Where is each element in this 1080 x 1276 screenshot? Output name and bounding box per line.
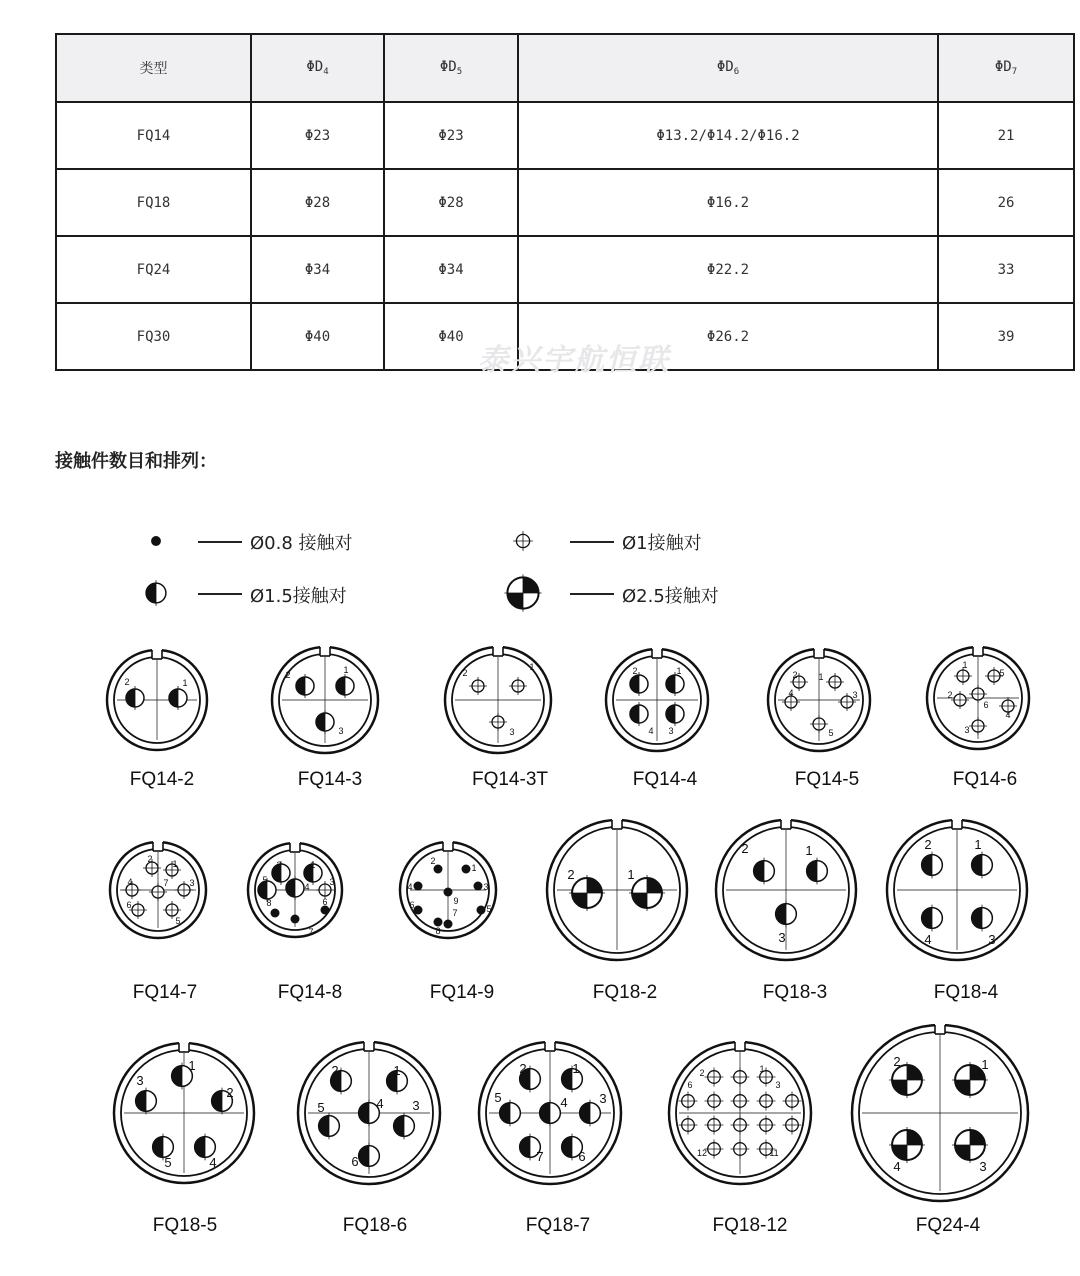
table-cell: Φ26.2	[518, 303, 938, 370]
contact-0.8-icon	[414, 906, 423, 915]
legend-divider	[570, 541, 614, 543]
contact-1-icon	[810, 715, 828, 733]
diagram-caption: FQ18-5	[152, 1215, 218, 1236]
pin-label: 11	[769, 1148, 779, 1158]
diagram-caption: FQ14-8	[277, 982, 343, 1003]
contact-1.5-icon	[972, 905, 993, 932]
contact-1-icon	[826, 673, 844, 691]
contact-1.5-icon	[922, 852, 943, 879]
table-cell: FQ18	[56, 169, 251, 236]
pin-label: 3	[988, 932, 996, 947]
pin-label: 4	[376, 1096, 384, 1111]
pin-label: 6	[126, 900, 132, 910]
contact-1-icon	[731, 1092, 750, 1111]
connector-diagram-fq18-7	[479, 1040, 621, 1236]
pin-label: 1	[974, 837, 982, 852]
table-cell: FQ24	[56, 236, 251, 303]
contact-1-icon	[783, 1116, 802, 1135]
pin-label: 5	[175, 916, 181, 926]
contact-1-icon	[705, 1092, 724, 1111]
section-title: 接触件数目和排列：	[55, 451, 217, 472]
connector-diagram-fq14-2	[107, 648, 207, 790]
contact-1-icon	[705, 1116, 724, 1135]
diagram-caption: FQ18-2	[592, 982, 658, 1003]
diagram-caption: FQ14-9	[429, 982, 495, 1003]
legend-label-2.5: Ø2.5接触对	[622, 586, 719, 607]
pin-label: 4	[127, 877, 133, 887]
legend-label-1.5: Ø1.5接触对	[250, 586, 347, 607]
contact-1.5-icon	[136, 1088, 157, 1115]
pin-label: 1	[471, 863, 477, 873]
pin-label: 5	[164, 1155, 172, 1170]
pin-label: 4	[788, 688, 794, 698]
pin-label: 2	[285, 670, 291, 680]
pin-label: 4	[304, 882, 310, 892]
table-cell: Φ40	[384, 303, 518, 370]
pin-label: 2	[947, 690, 953, 700]
pin-label: 2	[147, 854, 153, 864]
pin-label: 4	[407, 882, 413, 892]
contact-1.5-icon	[146, 580, 166, 606]
pin-label: 1	[627, 867, 635, 882]
legend-divider	[198, 593, 242, 595]
contact-1-icon	[969, 717, 987, 735]
pin-label: 3	[964, 725, 970, 735]
diagram-caption: FQ14-3	[297, 769, 363, 790]
contact-1-icon	[731, 1140, 750, 1159]
diagram-caption: FQ18-6	[342, 1215, 408, 1236]
contact-0.8-icon	[477, 906, 486, 915]
contact-1.5-icon	[316, 710, 334, 734]
contact-1.5-icon	[500, 1100, 521, 1127]
contact-1.5-icon	[776, 901, 797, 928]
pin-label: 3	[852, 690, 858, 700]
header-d6: $\Phi D_6$	[518, 34, 938, 102]
pin-label: 1	[172, 859, 178, 869]
contact-1.5-icon	[922, 905, 943, 932]
header-d5: $\Phi D_5$	[384, 34, 518, 102]
pin-label: 3	[979, 1159, 987, 1174]
table-cell: FQ14	[56, 102, 251, 169]
pin-label: 2	[792, 670, 798, 680]
pin-label: 12	[696, 1148, 708, 1158]
connector-diagram-fq24-4	[852, 1023, 1028, 1236]
connector-diagram-fq14-9	[400, 840, 496, 1003]
pin-label: 3	[668, 726, 674, 736]
connector-diagram-fq14-5	[768, 647, 870, 790]
pin-label: 3	[778, 930, 786, 945]
contact-0.8-icon	[444, 888, 453, 897]
contact-1.5-icon	[807, 858, 828, 885]
pin-label: 1	[676, 666, 682, 676]
pin-label: 2	[741, 841, 749, 856]
pin-label: 2	[462, 668, 468, 678]
legend-divider	[570, 593, 614, 595]
diagram-caption: FQ14-6	[952, 769, 1018, 790]
diagram-caption: FQ14-7	[132, 982, 198, 1003]
pin-label: 5	[999, 668, 1005, 678]
pin-label: 2	[699, 1068, 705, 1078]
pin-label: 5	[262, 875, 268, 885]
pin-label: 1	[962, 660, 968, 670]
pin-label: 2	[519, 1061, 527, 1076]
contact-0.8-icon	[271, 909, 280, 918]
pin-label: 4	[893, 1159, 901, 1174]
pin-label: 2	[924, 837, 932, 852]
diagram-caption: FQ18-12	[712, 1215, 788, 1236]
contact-1.5-icon	[296, 674, 314, 698]
table-cell: Φ34	[384, 236, 518, 303]
pin-label: 8	[435, 926, 441, 936]
table-cell: Φ23	[251, 102, 384, 169]
pin-label: 1	[759, 1064, 765, 1074]
diagram-caption: FQ18-4	[933, 982, 999, 1003]
contact-0.8-icon	[444, 920, 453, 929]
pin-label: 7	[536, 1149, 544, 1164]
contact-1.5-icon	[319, 1113, 340, 1140]
contact-1-icon	[757, 1092, 776, 1111]
connector-diagram-fq14-7	[110, 840, 206, 1003]
table-cell: Φ13.2/Φ14.2/Φ16.2	[518, 102, 938, 169]
diagram-caption: FQ18-3	[762, 982, 828, 1003]
table-cell: 39	[938, 303, 1074, 370]
pin-label: 7	[308, 927, 314, 937]
pin-label: 6	[409, 900, 415, 910]
pin-label: 6	[983, 700, 989, 710]
connector-diagram-fq18-2	[547, 818, 687, 1003]
connector-diagram-fq14-8	[248, 841, 342, 1003]
connector-diagram-fq18-6	[298, 1040, 440, 1236]
pin-label: 8	[266, 898, 272, 908]
contact-1.5-icon	[336, 674, 354, 698]
contact-1.5-icon	[580, 1100, 601, 1127]
contact-0.8-icon	[151, 536, 161, 546]
contact-1-icon	[783, 1092, 802, 1111]
pin-label: 3	[412, 1098, 420, 1113]
contact-1.5-icon	[540, 1100, 561, 1127]
connector-diagram-fq14-3	[272, 645, 378, 790]
pin-label: 5	[494, 1090, 502, 1105]
contact-1.5-icon	[666, 702, 684, 726]
contact-1.5-icon	[754, 858, 775, 885]
contact-1-icon	[731, 1116, 750, 1135]
pin-label: 1	[818, 672, 824, 682]
pin-label: 7	[163, 878, 169, 888]
contact-1-icon	[513, 531, 533, 551]
legend-label-1: Ø1接触对	[622, 533, 702, 554]
pin-label: 2	[276, 860, 282, 870]
contact-1-icon	[679, 1116, 698, 1135]
contact-1-icon	[705, 1068, 724, 1087]
pin-label: 2	[893, 1054, 901, 1069]
contact-1.5-icon	[359, 1143, 380, 1170]
contact-1-icon	[951, 691, 969, 709]
contact-0.8-icon	[462, 865, 471, 874]
contact-0.8-icon	[414, 882, 423, 891]
pin-label: 5	[317, 1100, 325, 1115]
contact-1-icon	[757, 1116, 776, 1135]
table-cell: Φ23	[384, 102, 518, 169]
contact-1-icon	[129, 901, 147, 919]
table-cell: Φ28	[384, 169, 518, 236]
connector-diagram-fq18-12	[669, 1040, 811, 1236]
table-cell: Φ34	[251, 236, 384, 303]
contact-2.5-icon	[504, 574, 541, 611]
pin-label: 1	[182, 678, 188, 688]
pin-label: 1	[188, 1058, 196, 1073]
pin-label: 4	[924, 932, 932, 947]
pin-label: 5	[828, 728, 834, 738]
contact-1.5-icon	[630, 702, 648, 726]
header-d4: $\Phi D_4$	[251, 34, 384, 102]
contact-1-icon	[489, 713, 507, 731]
connector-diagram-fq18-3	[716, 818, 856, 1003]
pin-label: 1	[805, 843, 813, 858]
pin-label: 4	[209, 1155, 217, 1170]
pin-label: 4	[648, 726, 654, 736]
pin-label: 2	[226, 1085, 234, 1100]
pin-label: 1	[310, 860, 316, 870]
connector-diagram-fq14-3t	[445, 645, 551, 790]
diagram-caption: FQ14-2	[129, 769, 195, 790]
pin-label: 3	[775, 1080, 781, 1090]
pin-label: 3	[599, 1091, 607, 1106]
pin-label: 1	[529, 662, 535, 672]
contact-1-icon	[705, 1140, 724, 1159]
diagram-caption: FQ24-4	[915, 1215, 981, 1236]
table-cell: Φ40	[251, 303, 384, 370]
connector-diagram-fq18-4	[887, 818, 1027, 1003]
pin-label: 3	[189, 878, 195, 888]
contact-1-icon	[731, 1068, 750, 1087]
contact-1-icon	[469, 677, 487, 695]
connector-diagram-fq18-5	[114, 1041, 254, 1236]
table-cell: Φ16.2	[518, 169, 938, 236]
table-cell: 26	[938, 169, 1074, 236]
diagram-caption: FQ18-7	[525, 1215, 591, 1236]
connector-diagram-fq14-6	[927, 645, 1029, 790]
table-cell: FQ30	[56, 303, 251, 370]
contact-0.8-icon	[291, 915, 300, 924]
pin-label: 6	[578, 1149, 586, 1164]
pin-label: 3	[483, 882, 489, 892]
pin-label: 9	[453, 896, 459, 906]
diagram-caption: FQ14-3T	[471, 769, 549, 790]
table-cell: Φ22.2	[518, 236, 938, 303]
diagram-caption: FQ14-4	[632, 769, 698, 790]
connector-diagram-fq14-4	[606, 647, 708, 790]
pin-label: 1	[981, 1057, 989, 1072]
pin-label: 7	[452, 908, 458, 918]
pin-label: 1	[343, 665, 349, 675]
table-cell: 21	[938, 102, 1074, 169]
pin-label: 2	[331, 1063, 339, 1078]
diagram-caption: FQ14-5	[794, 769, 860, 790]
legend-divider	[198, 541, 242, 543]
pin-label: 2	[430, 856, 436, 866]
legend-label-0.8: Ø0.8 接触对	[250, 533, 353, 554]
pin-label: 1	[393, 1063, 401, 1078]
header-type: 类型	[56, 34, 251, 102]
table-cell: Φ28	[251, 169, 384, 236]
pin-label: 3	[509, 727, 515, 737]
pin-label: 4	[560, 1095, 568, 1110]
contact-1.5-icon	[126, 686, 144, 710]
contact-1.5-icon	[286, 876, 304, 900]
pin-label: 3	[136, 1073, 144, 1088]
contact-2.5-icon	[952, 1127, 988, 1163]
contact-2.5-icon	[889, 1127, 925, 1163]
pin-label: 4	[1005, 710, 1011, 720]
pin-label: 2	[632, 666, 638, 676]
pin-label: 6	[322, 897, 328, 907]
table-cell: 33	[938, 236, 1074, 303]
pin-label: 5	[486, 904, 492, 914]
contact-1.5-icon	[394, 1113, 415, 1140]
pin-label: 3	[329, 877, 335, 887]
contact-1.5-icon	[972, 852, 993, 879]
pin-label: 1	[572, 1061, 580, 1076]
contact-1-icon	[679, 1092, 698, 1111]
contact-1-icon	[509, 677, 527, 695]
pin-label: 2	[124, 677, 130, 687]
pin-label: 3	[338, 726, 344, 736]
pin-label: 6	[687, 1080, 693, 1090]
contact-0.8-icon	[474, 882, 483, 891]
contact-1.5-icon	[169, 686, 187, 710]
pin-label: 6	[351, 1154, 359, 1169]
pin-label: 2	[567, 867, 575, 882]
watermark: 泰兴宇航恒联	[478, 343, 670, 378]
header-d7: $\Phi D_7$	[938, 34, 1074, 102]
